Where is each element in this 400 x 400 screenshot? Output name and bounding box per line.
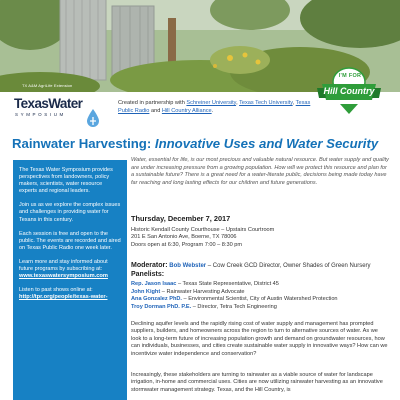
logo-wordmark: TexasWater (14, 96, 83, 111)
list-item (131, 296, 393, 304)
venue-line-1: Historic Kendall County Courthouse – Upstairs Courtroom (131, 227, 275, 233)
panelist-name: Troy Dorman PhD. P.E. (131, 303, 192, 310)
panelist-name: John Kight (131, 288, 161, 295)
water-drop-icon (86, 108, 100, 128)
hill-country-badge (314, 62, 384, 118)
past-shows-link[interactable]: http://tpr.org/people/texas-water- (19, 294, 108, 301)
partner-link-hill-country-alliance[interactable]: Hill Country Alliance (161, 108, 212, 114)
sidebar-paragraph-4 (19, 259, 121, 280)
body-paragraph-2: Increasingly, these stakeholders are turning to rainwater as a viable source of water for landscape irrigation, in-home and commercial uses. Cities are now utilizing rainwater harvesting as an innovative stormwater management strategy. Texas, and the Hill Country, is (131, 372, 383, 393)
list-item (131, 304, 393, 312)
panelist-name: Rep. Jason Isaac (131, 281, 177, 287)
partner-link-texas-tech[interactable]: Texas Tech University (239, 100, 293, 106)
page-title (12, 136, 378, 151)
sidebar-paragraph-5 (19, 287, 121, 301)
venue-line-3: Doors open at 6:30, Program 7:00 – 8:30 pm (131, 241, 243, 248)
moderator-name: Bob Webster (169, 263, 207, 269)
event-date: Thursday, December 7, 2017 (131, 214, 231, 223)
info-sidebar (13, 160, 127, 400)
title-plain: Rainwater Harvesting: (12, 136, 155, 151)
list-item (131, 281, 393, 289)
badge-top-text: I'M FOR (338, 73, 362, 79)
sidebar-paragraph-1: The Texas Water Symposium provides perspectives from landowners, policy makers, scientists, water resource experts and regional leaders. (19, 167, 113, 195)
body-paragraph-1: Declining aquifer levels and the rapidly rising cost of water supply and management has prompted suppliers, builders, and homeowners across the region to turn to alternative sources of water. As we look to a long-term future of increasing population growth and demand on groundwater resources, how can individuals, businesses, and cities create sustainable water supply in innovative ways? How can we incentivize water independence and conservation? (131, 321, 388, 357)
symposium-website-link[interactable]: www.texaswatersymposium.com (19, 273, 108, 280)
panelist-role: – Rainwater Harvesting Advocate (160, 288, 245, 295)
event-venue (131, 227, 381, 249)
venue-line-2: 201 E San Antonio Ave, Boerne, TX 78006 (131, 234, 237, 241)
moderator-line (131, 262, 391, 269)
list-item (131, 289, 393, 297)
sidebar-paragraph-2: Join us as we explore the complex issues and challenges in providing water for Texans in this century. (19, 202, 121, 223)
panelist-name: Ana Gonzalez PhD. (131, 296, 182, 302)
panelists-label: Panelists: (131, 271, 165, 278)
intro-paragraph: Water, essential for life, is our most precious and valuable natural resource. But water supply and quality are under increasing pressure from a growing population. How will we protect this resource and plan for a sustainable future? There is a great need for a water-literate public, decisions being made today have far reaching and long lasting effects for our children and future generations. (131, 157, 389, 186)
partner-link-tpr[interactable]: Texas Public Radio (118, 100, 311, 114)
moderator-label: Moderator: (131, 262, 168, 269)
partner-link-schreiner[interactable]: Schreiner University (186, 100, 237, 106)
sidebar-listen-text: Listen to past shows online at: (19, 287, 93, 294)
sidebar-paragraph-3: Each session is free and open to the public. The events are recorded and aired on Texas Public Radio one week later. (19, 230, 121, 251)
panelist-role: – Environmental Scientist, City of Austin Watershed Protection (181, 296, 338, 302)
photo-credit: TX A&M AgriLife Extension (22, 83, 73, 88)
partners-and: and (150, 108, 161, 114)
partners-prefix: Created in partnership with (118, 100, 185, 106)
sidebar-subscribe-text: Learn more and stay informed about future programs by subscribing at: (19, 258, 108, 273)
panelists-list (131, 281, 393, 311)
title-italic: Innovative Uses and Water Security (154, 136, 379, 151)
badge-name: Hill Country (323, 86, 375, 96)
panelist-role: – Texas State Representative, District 45 (176, 281, 279, 287)
logo-subtitle: SYMPOSIUM (15, 112, 66, 117)
moderator-role: – Cow Creek GCD Director, Owner Shades of Green Nursery (206, 263, 371, 269)
partners-text: Created in partnership with Schreiner University, Texas Tech University, Texas Public Radio and Hill Country Alliance. (118, 100, 311, 114)
panelist-role: – Director, Tetra Tech Engineering (191, 303, 277, 310)
